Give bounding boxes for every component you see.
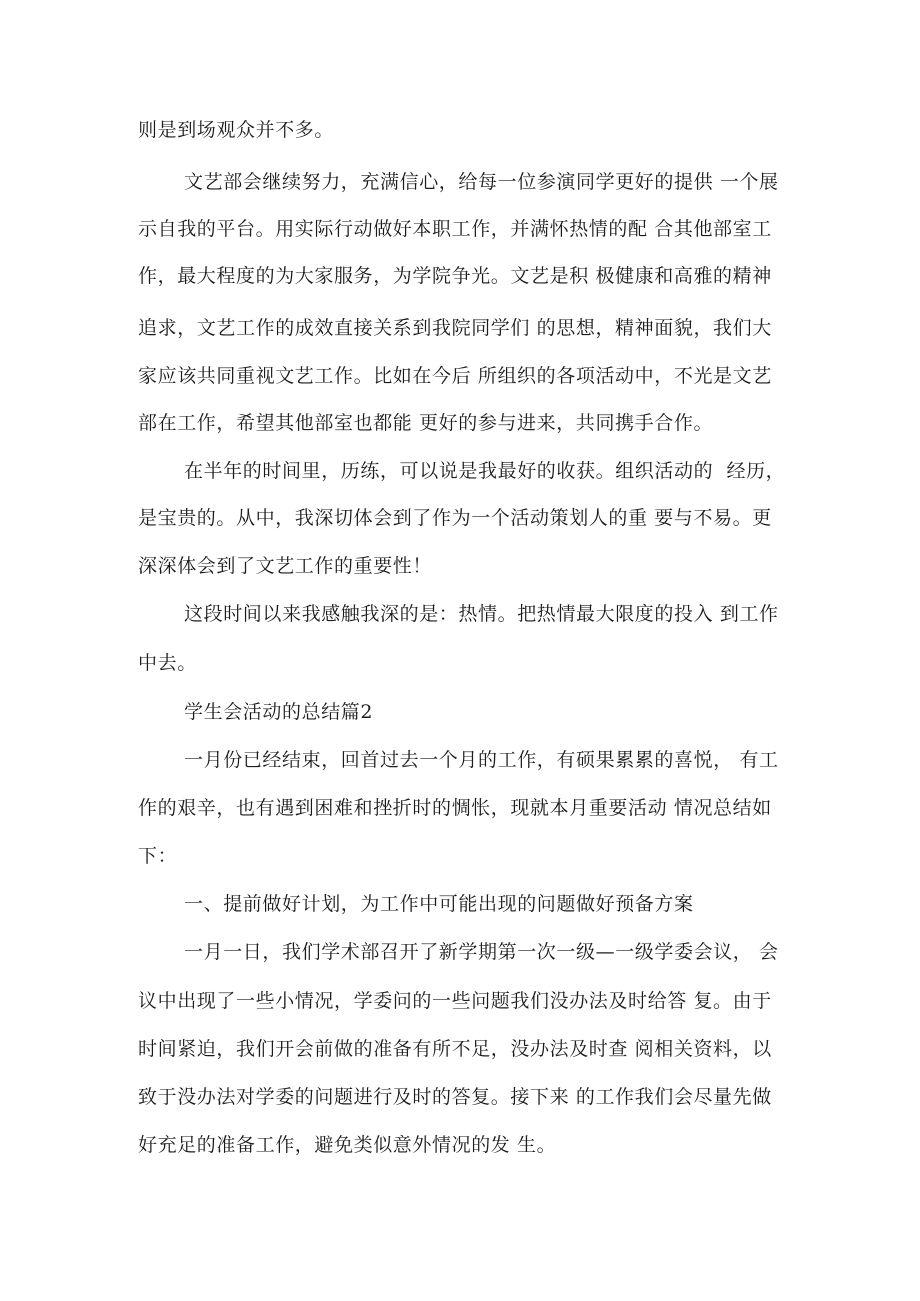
text-line: 中去。 (138, 652, 197, 674)
text-line: 家应该共同重视文艺工作。比如在今后 所组织的各项活动中，不光是文艺 (138, 365, 772, 387)
text-line: 作的艰辛，也有遇到困难和挫折时的惆怅，现就本月重要活动 情况总结如 (138, 797, 772, 819)
text-line: 在半年的时间里，历练，可以说是我最好的收获。组织活动的 经历， (184, 460, 786, 482)
text-line: 议中出现了一些小情况，学委问的一些问题我们没办法及时给答 复。由于 (138, 990, 772, 1012)
text-line: 深深体会到了文艺工作的重要性！ (138, 555, 433, 577)
text-line: 作，最大程度的为大家服务，为学院争光。文艺是积 极健康和高雅的精神 (138, 265, 772, 287)
text-line: 这段时间以来我感触我深的是：热情。把热情最大限度的投入 到工作 (184, 603, 779, 625)
text-line: 时间紧迫，我们开会前做的准备有所不足，没办法及时查 阅相关资料，以 (138, 1038, 772, 1060)
subsection-heading: 一、提前做好计划，为工作中可能出现的问题做好预备方案 (184, 893, 694, 915)
text-line: 致于没办法对学委的问题进行及时的答复。接下来 的工作我们会尽量先做 (138, 1086, 772, 1108)
text-line: 示自我的平台。用实际行动做好本职工作，并满怀热情的配 合其他部室工 (138, 218, 772, 240)
text-line: 一月一日，我们学术部召开了新学期第一次一级—一级学委会议， 会 (184, 941, 779, 963)
text-line: 是宝贵的。从中，我深切体会到了作为一个活动策划人的重 要与不易。更 (138, 507, 772, 529)
text-line: 好充足的准备工作，避免类似意外情况的发 生。 (138, 1134, 557, 1156)
text-line: 追求，文艺工作的成效直接关系到我院同学们 的思想，精神面貌，我们大 (138, 317, 772, 339)
text-line: 部在工作，希望其他部室也都能 更好的参与进来，共同携手合作。 (138, 412, 714, 434)
text-line: 一月份已经结束，回首过去一个月的工作，有硕果累累的喜悦， 有工 (184, 749, 779, 771)
text-line: 下： (138, 845, 178, 867)
section-heading: 学生会活动的总结篇2 (184, 701, 374, 723)
text-line: 则是到场观众并不多。 (138, 119, 335, 141)
text-line: 文艺部会继续努力，充满信心，给每一位参演同学更好的提供 一个展 (184, 171, 779, 193)
